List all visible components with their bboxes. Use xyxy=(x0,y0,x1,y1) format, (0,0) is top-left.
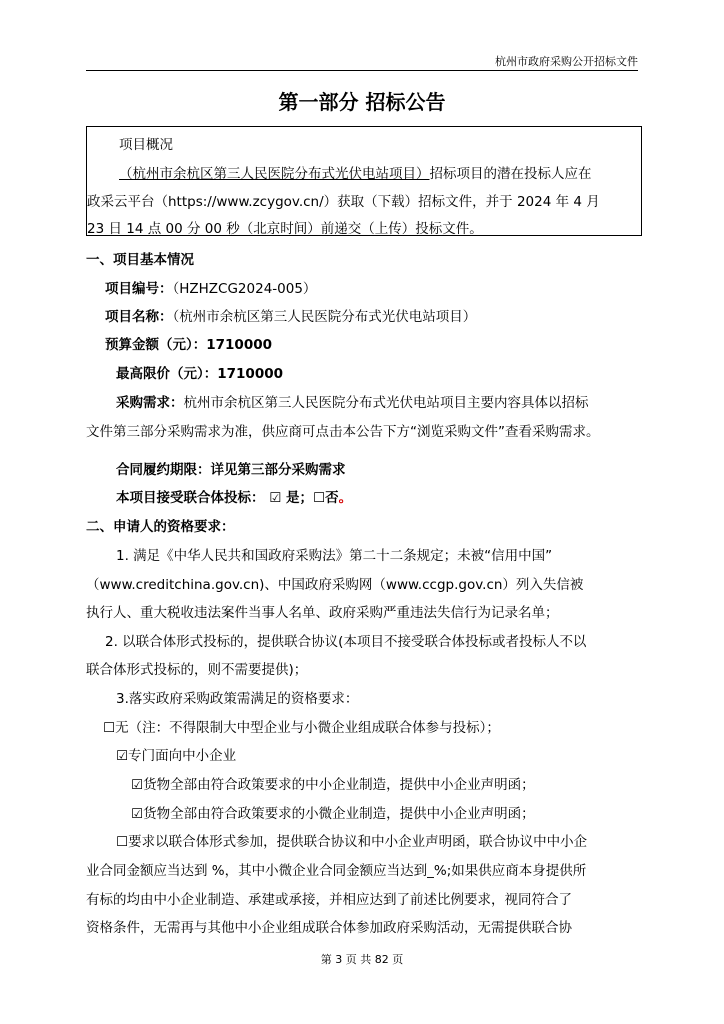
requirement-2-line-2: 联合体形式投标的，则不需要提供)； xyxy=(86,662,308,678)
page-number: 第 3 页 共 82 页 xyxy=(320,953,404,966)
demand-line-1 xyxy=(116,391,589,411)
requirement-1-line-3: 执行人、重大税收违法案件当事人名单、政府采购严重违法失信行为记录名单； xyxy=(86,605,559,621)
project-number-label: 项目编号： xyxy=(105,281,173,297)
demand-line-2: 文件第三部分采购需求为准，供应商可点击本公告下方“浏览采购文件”查看采购需求。 xyxy=(86,424,600,440)
project-name-label: 项目名称： xyxy=(105,309,173,325)
header-rule xyxy=(86,70,638,71)
overview-heading: 项目概况 xyxy=(119,137,173,153)
section-1-heading: 一、项目基本情况 xyxy=(86,252,194,268)
project-name-value: （杭州市余杭区第三人民医院分布式光伏电站项目） xyxy=(172,309,477,325)
section-2-heading: 二、申请人的资格要求： xyxy=(86,519,235,535)
overview-line-2: 政采云平台（https://www.zcygov.cn/）获取（下载）招标文件，并于 2024 年 4 月 xyxy=(87,194,600,210)
option-sme-b: ☑货物全部由符合政策要求的小微企业制造，提供中小企业声明函； xyxy=(131,806,535,822)
option-joint-line-3: 有标的均由中小企业制造、承建或承接，并相应达到了前述比例要求，视同符合了 xyxy=(86,892,572,908)
budget-amount: 预算金额（元）：1710000 xyxy=(105,337,273,353)
option-none: ☐无（注：不得限制大中型企业与小微企业组成联合体参与投标）； xyxy=(103,720,500,736)
project-name-link: （杭州市余杭区第三人民医院分布式光伏电站项目） xyxy=(119,166,430,182)
demand-text: 杭州市余杭区第三人民医院分布式光伏电站项目主要内容具体以招标 xyxy=(183,395,589,411)
option-joint-line-4: 资格条件，无需再与其他中小企业组成联合体参加政府采购活动，无需提供联合协 xyxy=(86,920,572,936)
max-price: 最高限价（元）：1710000 xyxy=(116,366,284,382)
project-overview-box xyxy=(86,126,642,236)
consortium-mark: 。 xyxy=(338,490,353,506)
option-joint-line-1: ☐要求以联合体形式参加，提供联合协议和中小企业声明函，联合协议中中小企 xyxy=(116,834,588,850)
contract-period: 合同履约期限：详见第三部分采购需求 xyxy=(116,462,346,478)
option-sme: ☑专门面向中小企业 xyxy=(116,748,237,764)
overview-line-3: 23 日 14 点 00 分 00 秒（北京时间）前递交（上传）投标文件。 xyxy=(87,221,483,237)
option-sme-a: ☑货物全部由符合政策要求的中小企业制造，提供中小企业声明函； xyxy=(131,777,535,793)
project-name xyxy=(105,305,476,325)
project-number xyxy=(105,277,316,297)
page-title: 第一部分 招标公告 xyxy=(278,90,446,114)
requirement-3: 3.落实政府采购政策需满足的资格要求： xyxy=(116,691,359,707)
demand-label: 采购需求： xyxy=(116,395,184,411)
requirement-1-line-1: 1. 满足《中华人民共和国政府采购法》第二十二条规定；未被“信用中国” xyxy=(116,548,553,564)
project-number-value: （HZHZCG2024-005） xyxy=(172,281,317,297)
consortium-acceptance xyxy=(116,486,352,506)
option-joint-line-2: 业合同金额应当达到 %，其中小微企业合同金额应当达到_%;如果供应商本身提供所 xyxy=(86,863,587,879)
overview-line-1 xyxy=(119,162,592,182)
requirement-2-line-1: 2. 以联合体形式投标的，提供联合协议(本项目不接受联合体投标或者投标人不以 xyxy=(105,634,587,650)
document-header: 杭州市政府采购公开招标文件 xyxy=(495,55,638,68)
consortium-text: 本项目接受联合体投标： ☑ 是；☐否 xyxy=(116,490,339,506)
requirement-1-line-2: （www.creditchina.gov.cn)、中国政府采购网（www.ccgp.gov.cn）列入失信被 xyxy=(86,577,584,593)
overview-line-1-rest: 招标项目的潜在投标人应在 xyxy=(429,166,592,182)
